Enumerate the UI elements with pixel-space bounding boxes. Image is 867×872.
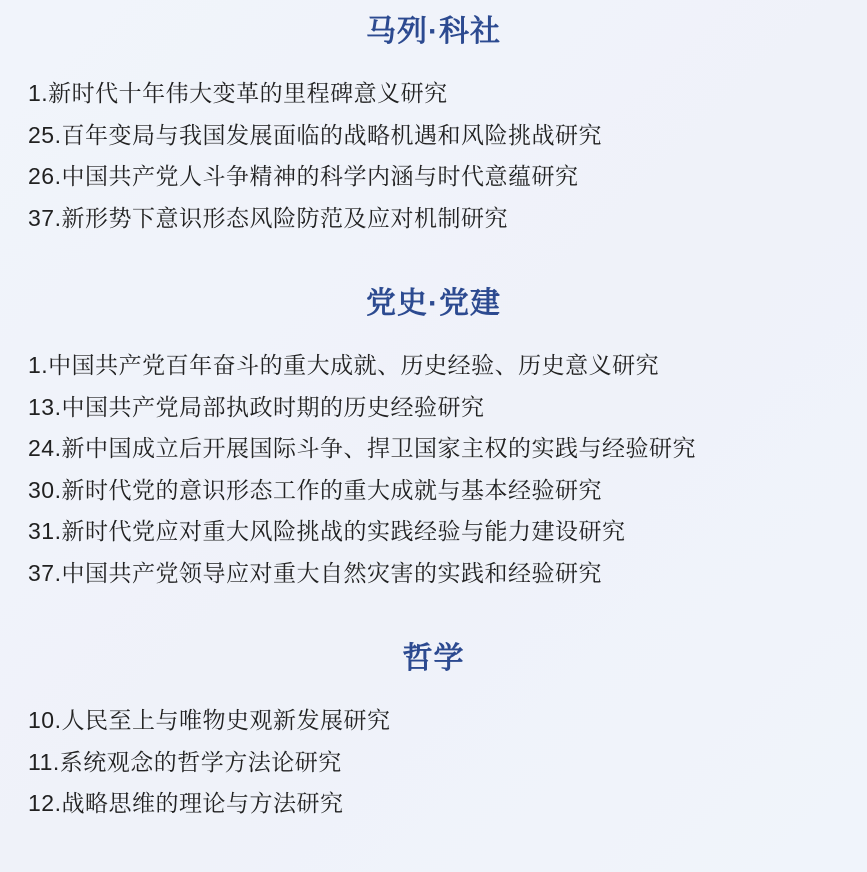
topic-item: 10.人民至上与唯物史观新发展研究 <box>28 707 391 733</box>
section-marxism-socialism <box>0 0 867 239</box>
topic-item: 26.中国共产党人斗争精神的科学内涵与时代意蕴研究 <box>28 163 579 189</box>
section-party-history-building <box>0 286 867 594</box>
section-philosophy <box>0 641 867 825</box>
section-title: 哲学 <box>402 642 465 675</box>
section-title: 党史·党建 <box>366 287 501 320</box>
topic-item: 11.系统观念的哲学方法论研究 <box>28 748 342 775</box>
topic-item: 1.中国共产党百年奋斗的重大成就、历史经验、历史意义研究 <box>28 352 660 378</box>
topic-item: 30.新时代党的意识形态工作的重大成就与基本经验研究 <box>28 476 602 503</box>
topic-item: 37.新形势下意识形态风险防范及应对机制研究 <box>28 204 508 231</box>
topic-item: 1.新时代十年伟大变革的里程碑意义研究 <box>28 80 448 106</box>
topic-list <box>0 73 867 239</box>
topic-item: 12.战略思维的理论与方法研究 <box>28 790 344 816</box>
topic-list <box>0 345 867 594</box>
topic-item: 25.百年变局与我国发展面临的战略机遇和风险挑战研究 <box>28 121 602 148</box>
topic-item: 37.中国共产党领导应对重大自然灾害的实践和经验研究 <box>28 559 602 586</box>
section-title: 马列·科社 <box>366 15 501 48</box>
topic-item: 31.新时代党应对重大风险挑战的实践经验与能力建设研究 <box>28 518 626 544</box>
topic-list <box>0 700 867 825</box>
topic-item: 13.中国共产党局部执政时期的历史经验研究 <box>28 393 485 420</box>
topic-item: 24.新中国成立后开展国际斗争、捍卫国家主权的实践与经验研究 <box>28 435 696 461</box>
